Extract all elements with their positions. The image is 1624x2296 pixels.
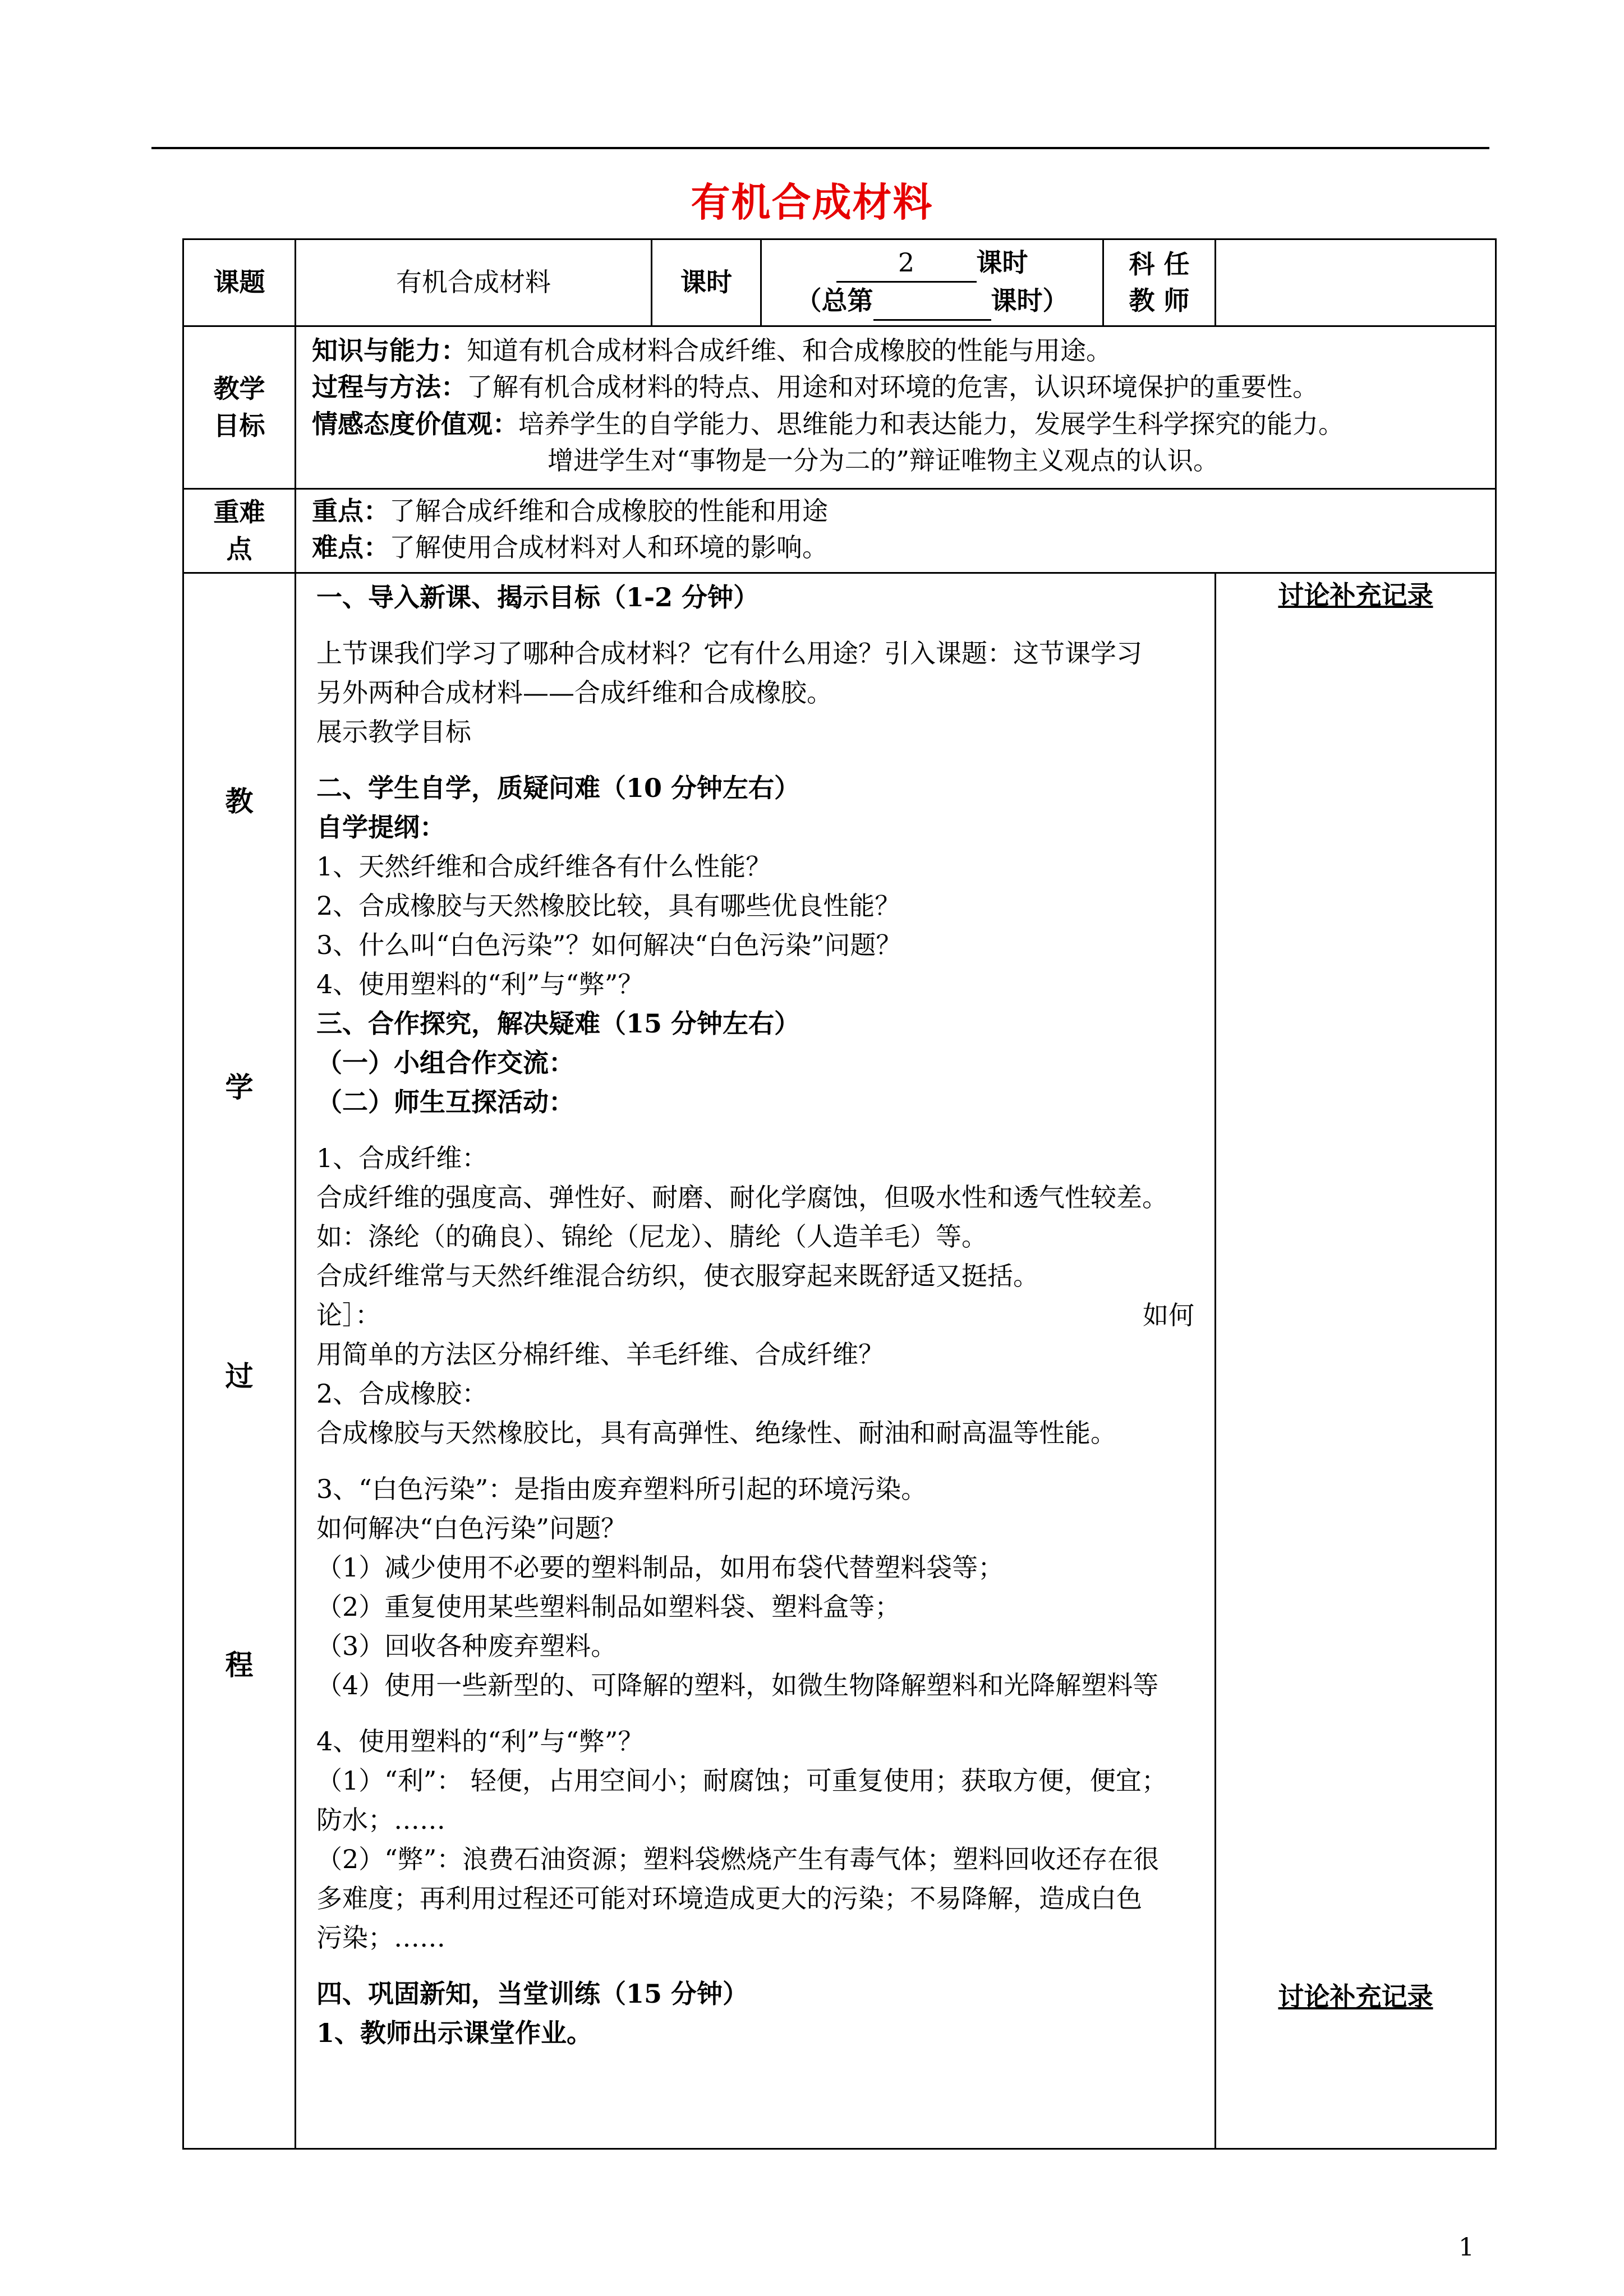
total-blank [873, 283, 991, 321]
teacher-label-line-1: 科 任 [1129, 248, 1190, 279]
total-suffix: 课时） [991, 285, 1069, 316]
process-label-char: 程 [225, 1648, 254, 1681]
notes-label-top: 讨论补充记录 [1278, 580, 1433, 610]
lesson-line: （4）使用一些新型的、可降解的塑料，如微生物降解塑料和光降解塑料等 [316, 1670, 1159, 1700]
period-unit: 课时 [976, 247, 1028, 278]
goals-label-line-1: 教学 [213, 374, 265, 404]
lesson-line: 用简单的方法区分棉纤维、羊毛纤维、合成纤维？ [316, 1339, 884, 1370]
lesson-line: （2）重复使用某些塑料制品如塑料袋、塑料盒等； [316, 1592, 901, 1622]
period-label: 课时 [652, 239, 761, 326]
lesson-line: 防水；…… [316, 1805, 445, 1835]
teacher-label-line-2: 教 师 [1129, 285, 1190, 316]
lesson-line: 另外两种合成材料——合成纤维和合成橡胶。 [316, 677, 832, 708]
lesson-line: （1）“利”： 轻便，占用空间小；耐腐蚀；可重复使用；获取方便，便宜； [316, 1765, 1167, 1796]
period-cell [761, 239, 1103, 326]
lesson-line: 一、导入新课、揭示目标（1-2 分钟） [316, 582, 760, 612]
keypoints-row [183, 489, 1496, 573]
teacher-label [1103, 239, 1216, 326]
lesson-line: 2、合成橡胶与天然橡胶比较，具有哪些优良性能？ [316, 891, 901, 921]
process-label-char: 学 [225, 1071, 254, 1104]
topic-value: 有机合成材料 [296, 239, 652, 326]
lesson-line: 自学提纲： [316, 812, 445, 842]
goal-line: 增进学生对“事物是一分为二的”辩证唯物主义观点的认识。 [548, 445, 1220, 476]
lesson-line-right: 如何 [1143, 1300, 1194, 1330]
lesson-line: 合成纤维常与天然纤维混合纺织，使衣服穿起来既舒适又挺括。 [316, 1261, 1039, 1291]
lesson-line: （二）师生互探活动： [316, 1087, 574, 1117]
lesson-line: （一）小组合作交流： [316, 1048, 574, 1078]
lesson-line-left: 论］： [316, 1300, 381, 1330]
page-title: 有机合成材料 [691, 179, 933, 225]
lesson-line: 3、“白色污染”：是指由废弃塑料所引起的环境污染。 [316, 1474, 927, 1504]
goals-row [183, 326, 1496, 489]
period-number: 2 [836, 245, 977, 283]
total-line [762, 283, 1102, 321]
lesson-line: （2）“弊”：浪费石油资源；塑料袋燃烧产生有毒气体；塑料回收还存在很 [316, 1844, 1160, 1874]
topic-label: 课题 [183, 239, 296, 326]
process-row [183, 573, 1496, 2149]
keypoints-label-line-2: 点 [226, 533, 252, 564]
keypoint-line: 难点：了解使用合成材料对人和环境的影响。 [312, 532, 828, 563]
period-line [762, 245, 1102, 283]
keypoints-content [296, 489, 1496, 573]
keypoints-label-line-1: 重难 [213, 497, 265, 528]
lesson-line: 二、学生自学，质疑问难（10 分钟左右） [316, 773, 801, 803]
lesson-line: 4、使用塑料的“利”与“弊”？ [316, 969, 644, 999]
lesson-plan-table [182, 238, 1497, 2150]
lesson-line: 合成纤维的强度高、弹性好、耐磨、耐化学腐蚀，但吸水性和透气性较差。 [316, 1182, 1168, 1212]
notes-label-bottom: 讨论补充记录 [1278, 1981, 1433, 2012]
lesson-line [316, 1297, 1194, 1334]
keypoints-label [183, 489, 296, 573]
process-label-char: 教 [225, 785, 254, 818]
lesson-line: 3、什么叫“白色污染”？如何解决“白色污染”问题？ [316, 930, 902, 960]
lesson-line: （3）回收各种废弃塑料。 [316, 1631, 617, 1661]
page-number: 1 [1459, 2233, 1474, 2262]
goals-label [183, 326, 296, 489]
lesson-line: （1）减少使用不必要的塑料制品，如用布袋代替塑料袋等； [316, 1552, 1004, 1583]
lesson-line: 4、使用塑料的“利”与“弊”？ [316, 1726, 644, 1756]
total-prefix: （总第 [795, 285, 873, 316]
lesson-line: 1、合成纤维： [316, 1143, 488, 1173]
teacher-value [1216, 239, 1496, 326]
lesson-line: 多难度；再利用过程还可能对环境造成更大的污染；不易降解，造成白色 [316, 1883, 1142, 1914]
lesson-line: 1、教师出示课堂作业。 [316, 2018, 593, 2048]
lesson-line: 展示教学目标 [316, 717, 471, 747]
lesson-line: 三、合作探究，解决疑难（15 分钟左右） [316, 1008, 801, 1039]
lesson-line: 合成橡胶与天然橡胶比，具有高弹性、绝缘性、耐油和耐高温等性能。 [316, 1418, 1116, 1448]
lesson-line: 1、天然纤维和合成纤维各有什么性能？ [316, 851, 772, 882]
goal-line: 情感态度价值观：培养学生的自学能力、思维能力和表达能力，发展学生科学探究的能力。 [312, 408, 1344, 439]
lesson-line: 2、合成橡胶： [316, 1378, 488, 1409]
lesson-line: 如何解决“白色污染”问题？ [316, 1513, 627, 1543]
process-content [296, 573, 1216, 2149]
header-rule [151, 147, 1489, 149]
goal-line: 过程与方法：了解有机合成材料的特点、用途和对环境的危害，认识环境保护的重要性。 [312, 372, 1318, 403]
lesson-line: 如：涤纶（的确良）、锦纶（尼龙）、腈纶（人造羊毛）等。 [316, 1221, 987, 1252]
keypoint-line: 重点：了解合成纤维和合成橡胶的性能和用途 [312, 496, 828, 526]
lesson-line: 上节课我们学习了哪种合成材料？它有什么用途？引入课题：这节课学习 [316, 638, 1142, 668]
notes-column [1216, 573, 1496, 2149]
lesson-line: 污染；…… [316, 1922, 445, 1953]
header-row [183, 239, 1496, 326]
process-label [183, 573, 296, 2149]
goal-line: 知识与能力：知道有机合成材料合成纤维、和合成橡胶的性能与用途。 [312, 335, 1112, 366]
goals-content [296, 326, 1496, 489]
process-label-char: 过 [225, 1359, 254, 1393]
lesson-line: 四、巩固新知，当堂训练（15 分钟） [316, 1979, 749, 2009]
goals-label-line-2: 目标 [213, 410, 265, 441]
